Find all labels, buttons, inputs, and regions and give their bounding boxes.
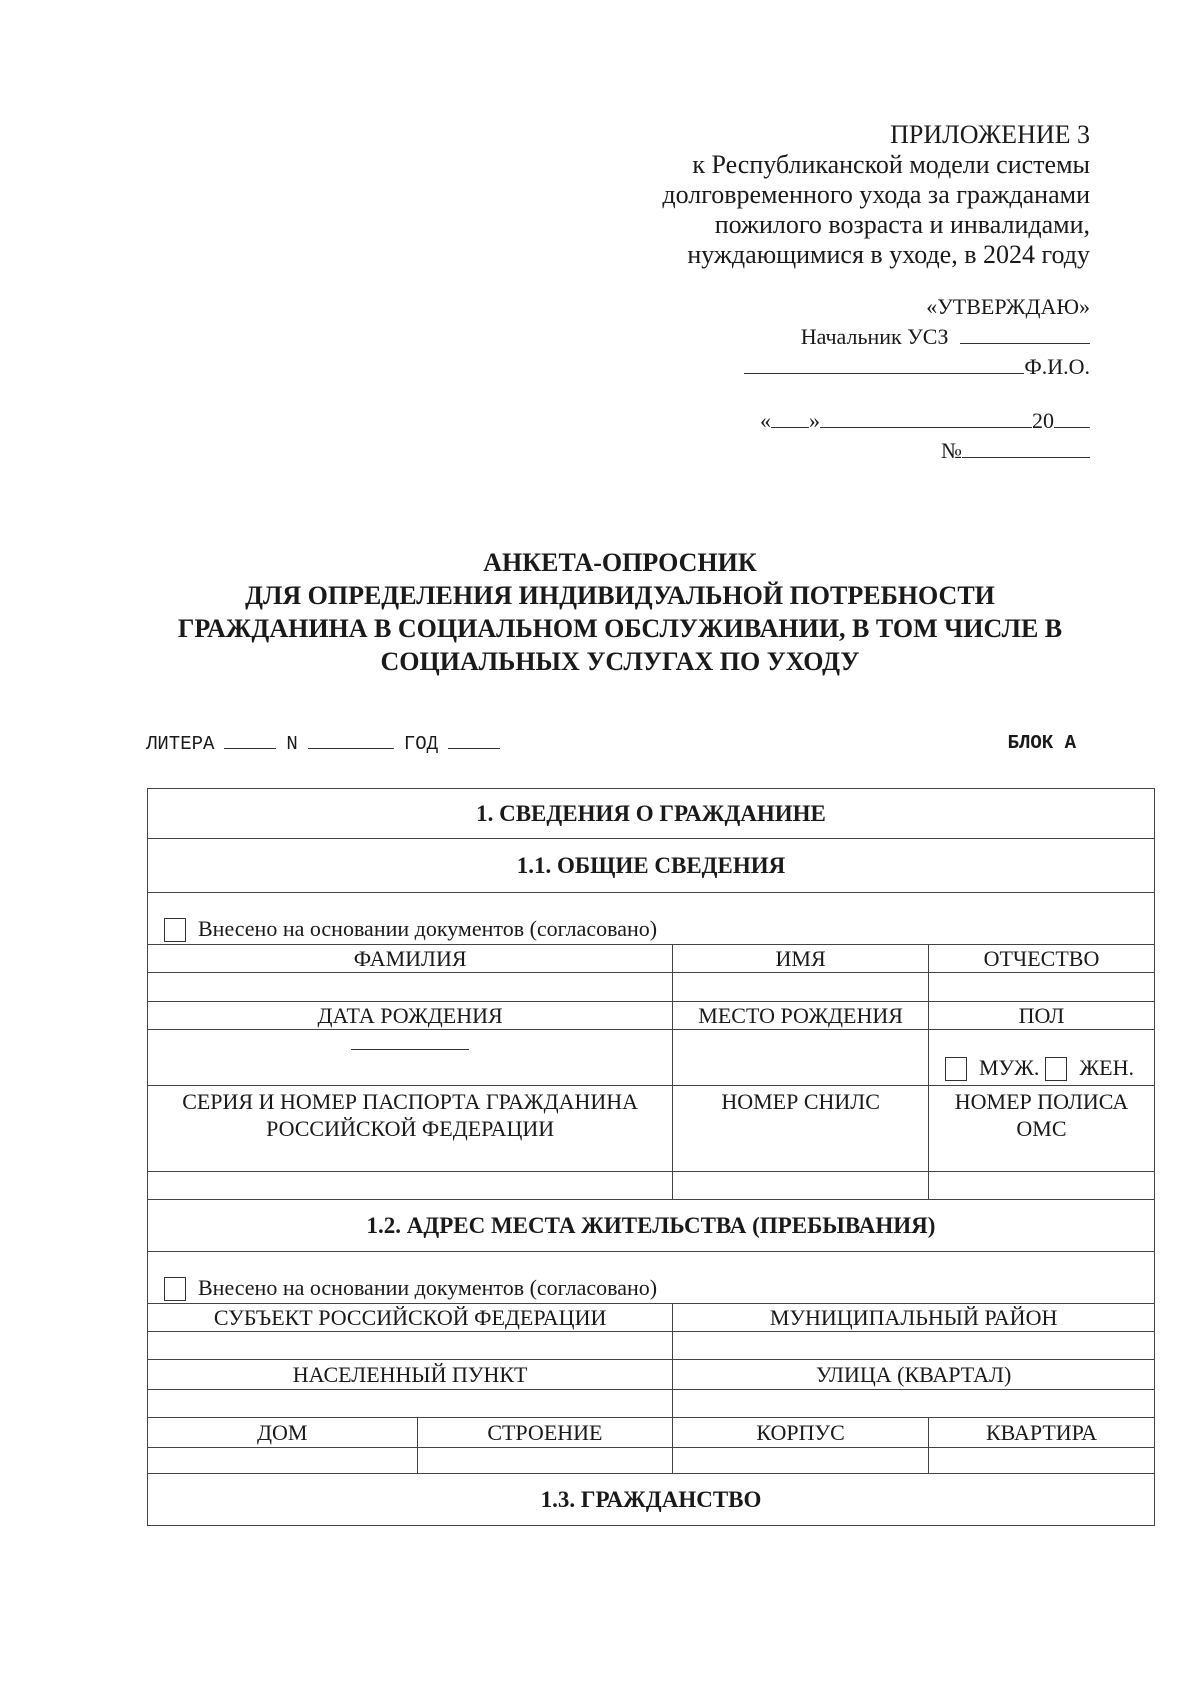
appendix-header (570, 120, 1090, 270)
oms-label: НОМЕР ПОЛИСА ОМС (928, 1086, 1154, 1172)
number-line[interactable] (962, 439, 1090, 458)
surname-label: ФАМИЛИЯ (148, 945, 673, 973)
birth-date-label: ДАТА РОЖДЕНИЯ (148, 1002, 673, 1030)
address-docs-checkbox-row (148, 1252, 1155, 1304)
name-field[interactable] (673, 973, 929, 1002)
female-label: ЖЕН. (1079, 1055, 1134, 1080)
day-line[interactable] (771, 409, 809, 428)
appendix-line: пожилого возраста и инвалидами, (714, 210, 1090, 239)
birth-place-label: МЕСТО РОЖДЕНИЯ (673, 1002, 929, 1030)
sex-options (928, 1030, 1154, 1086)
snils-label: НОМЕР СНИЛС (673, 1086, 929, 1172)
patronymic-field[interactable] (928, 973, 1154, 1002)
birth-date-field[interactable] (148, 1030, 673, 1086)
appendix-line: нуждающимися в уходе, в 2024 году (687, 240, 1090, 269)
korpus-field[interactable] (673, 1448, 929, 1474)
head-label: Начальник УСЗ (800, 324, 949, 349)
docs-checkbox-label: Внесено на основании документов (согласовано) (198, 916, 658, 941)
house-field[interactable] (148, 1448, 418, 1474)
male-checkbox[interactable] (945, 1057, 967, 1081)
street-field[interactable] (673, 1390, 1155, 1418)
snils-field[interactable] (673, 1172, 929, 1200)
locality-field[interactable] (148, 1390, 673, 1418)
title-line: АНКЕТА-ОПРОСНИК (483, 548, 757, 577)
title-line: ГРАЖДАНИНА В СОЦИАЛЬНОМ ОБСЛУЖИВАНИИ, В ТОМ ЧИСЛЕ В (177, 614, 1063, 643)
section-1-2-header: 1.2. АДРЕС МЕСТА ЖИТЕЛЬСТВА (ПРЕБЫВАНИЯ) (148, 1200, 1155, 1252)
house-label: ДОМ (148, 1418, 418, 1448)
fio-line[interactable] (744, 355, 1024, 374)
appendix-line: долговременного ухода за гражданами (662, 180, 1090, 209)
district-field[interactable] (673, 1332, 1155, 1360)
oms-field[interactable] (928, 1172, 1154, 1200)
god-label: ГОД (403, 733, 439, 755)
litera-label: ЛИТЕРА (146, 733, 215, 755)
signature-line[interactable] (960, 325, 1090, 344)
n-label: N (286, 733, 298, 755)
block-label: БЛОК А (1007, 732, 1076, 754)
section-1-1-header: 1.1. ОБЩИЕ СВЕДЕНИЯ (148, 839, 1155, 893)
docs-checkbox[interactable] (164, 918, 186, 942)
litera-field[interactable] (224, 732, 276, 749)
passport-label: СЕРИЯ И НОМЕР ПАСПОРТА ГРАЖДАНИНА РОССИЙСКОЙ ФЕДЕРАЦИИ (148, 1086, 673, 1172)
birth-place-field[interactable] (673, 1030, 929, 1086)
passport-field[interactable] (148, 1172, 673, 1200)
month-line[interactable] (820, 409, 1032, 428)
subject-label: СУБЪЕКТ РОССИЙСКОЙ ФЕДЕРАЦИИ (148, 1304, 673, 1332)
male-label: МУЖ. (978, 1055, 1040, 1080)
apartment-field[interactable] (928, 1448, 1154, 1474)
district-label: МУНИЦИПАЛЬНЫЙ РАЙОН (673, 1304, 1155, 1332)
number-label: № (941, 438, 962, 463)
korpus-label: КОРПУС (673, 1418, 929, 1448)
building-label: СТРОЕНИЕ (417, 1418, 673, 1448)
apartment-label: КВАРТИРА (928, 1418, 1154, 1448)
building-field[interactable] (417, 1448, 673, 1474)
god-field[interactable] (448, 732, 500, 749)
title-line: ДЛЯ ОПРЕДЕЛЕНИЯ ИНДИВИДУАЛЬНОЙ ПОТРЕБНОСТИ (245, 581, 995, 610)
fio-label: Ф.И.О. (1024, 354, 1090, 379)
surname-field[interactable] (148, 973, 673, 1002)
date-quote-close: » (809, 408, 820, 433)
sex-label: ПОЛ (928, 1002, 1154, 1030)
appendix-title: ПРИЛОЖЕНИЕ 3 (890, 120, 1090, 149)
date-placeholder-line (351, 1049, 469, 1050)
section-1-3-header: 1.3. ГРАЖДАНСТВО (148, 1474, 1155, 1526)
year-prefix: 20 (1032, 408, 1054, 433)
approval-block (670, 292, 1090, 466)
approve-label: «УТВЕРЖДАЮ» (926, 294, 1090, 319)
street-label: УЛИЦА (КВАРТАЛ) (673, 1360, 1155, 1390)
n-field[interactable] (308, 732, 394, 749)
section-1-header: 1. СВЕДЕНИЯ О ГРАЖДАНИНЕ (148, 789, 1155, 839)
name-label: ИМЯ (673, 945, 929, 973)
appendix-line: к Республиканской модели системы (692, 150, 1090, 179)
date-quote-open: « (760, 408, 771, 433)
address-docs-checkbox[interactable] (164, 1277, 186, 1301)
title-line: СОЦИАЛЬНЫХ УСЛУГАХ ПО УХОДУ (380, 647, 860, 676)
document-title (120, 546, 1120, 678)
address-docs-checkbox-label: Внесено на основании документов (согласовано) (198, 1275, 658, 1300)
subject-field[interactable] (148, 1332, 673, 1360)
locality-label: НАСЕЛЕННЫЙ ПУНКТ (148, 1360, 673, 1390)
record-id-row (146, 732, 1096, 755)
female-checkbox[interactable] (1045, 1057, 1067, 1081)
year-line[interactable] (1054, 409, 1090, 428)
patronymic-label: ОТЧЕСТВО (928, 945, 1154, 973)
citizen-form-table (147, 788, 1155, 1526)
docs-checkbox-row (148, 893, 1155, 945)
